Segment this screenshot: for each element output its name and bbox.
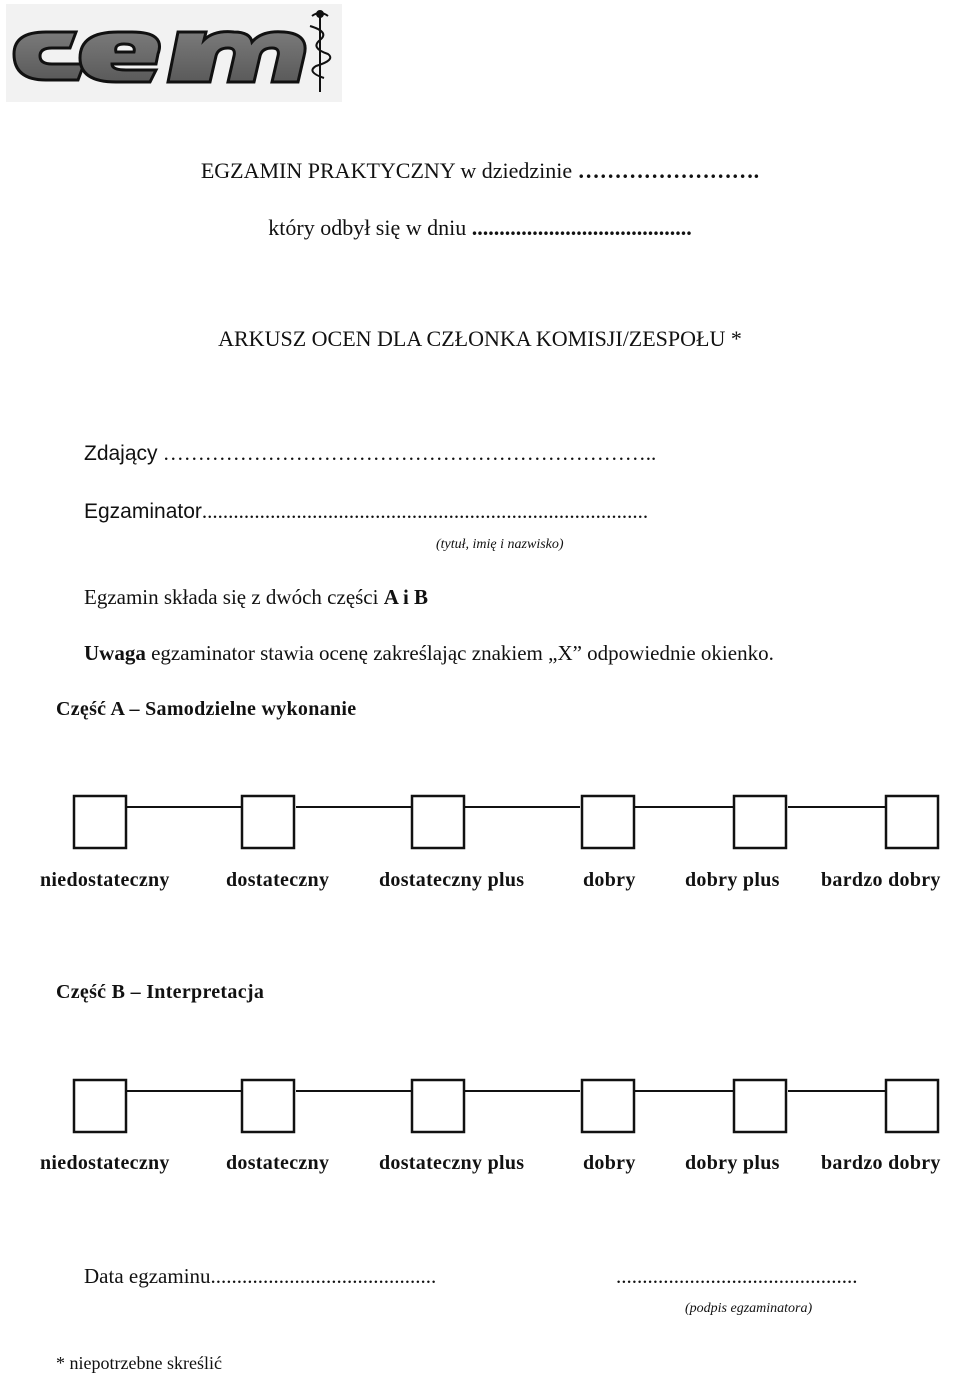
candidate-label: Zdający xyxy=(84,442,158,465)
exam-date-label: Data egzaminu xyxy=(84,1264,211,1288)
grade-label: dostateczny plus xyxy=(379,869,525,891)
grade-label: dobry plus xyxy=(685,869,780,891)
signature-field[interactable]: .............................................. xyxy=(616,1264,858,1288)
footnote: * niepotrzebne skreślić xyxy=(56,1353,222,1373)
grade-label: niedostateczny xyxy=(40,1152,170,1174)
exam-parts-info xyxy=(84,585,428,610)
examiner-dots: ..................................................................................... xyxy=(201,499,649,523)
grade-label: bardzo dobry xyxy=(821,1152,941,1174)
grade-checkbox-dostateczny-plus[interactable] xyxy=(412,796,464,848)
exam-title xyxy=(0,158,960,184)
exam-parts-text: Egzamin składa się z dwóch części xyxy=(84,585,384,609)
exam-date-field[interactable] xyxy=(84,1264,436,1289)
exam-field-dots: ……………………. xyxy=(577,158,760,183)
grade-label: dostateczny xyxy=(226,1152,330,1174)
grade-checkbox-dostateczny[interactable] xyxy=(242,1080,294,1132)
grade-label: dobry xyxy=(583,1152,636,1174)
grade-checkbox-dobry[interactable] xyxy=(582,1080,634,1132)
exam-title-text: EGZAMIN PRAKTYCZNY w dziedzinie xyxy=(200,158,578,183)
sheet-title: ARKUSZ OCEN DLA CZŁONKA KOMISJI/ZESPOŁU * xyxy=(218,326,742,351)
grade-checkbox-niedostateczny[interactable] xyxy=(74,1080,126,1132)
examiner-label: Egzaminator xyxy=(84,500,202,523)
signature-hint: (podpis egzaminatora) xyxy=(685,1301,813,1316)
cem-logo xyxy=(6,4,342,102)
exam-date-text: który odbył się w dniu xyxy=(268,215,472,240)
grade-label: dostateczny plus xyxy=(379,1152,525,1174)
grade-label: dobry plus xyxy=(685,1152,780,1174)
grade-checkbox-bardzo-dobry[interactable] xyxy=(886,1080,938,1132)
exam-date-line xyxy=(0,215,960,241)
part-b-scale xyxy=(0,1076,960,1138)
grade-label: dostateczny xyxy=(226,869,330,891)
logo-graphic xyxy=(6,4,342,102)
part-a-scale xyxy=(0,792,960,854)
grade-checkbox-dobry[interactable] xyxy=(582,796,634,848)
exam-date-dots: ........................................ xyxy=(471,215,692,240)
examiner-hint: (tytuł, imię i nazwisko) xyxy=(436,537,564,552)
grade-checkbox-bardzo-dobry[interactable] xyxy=(886,796,938,848)
exam-parts-bold: A i B xyxy=(383,585,429,609)
exam-date-dots: ........................................... xyxy=(210,1264,437,1288)
grade-label: niedostateczny xyxy=(40,869,170,891)
grade-label: bardzo dobry xyxy=(821,869,941,891)
grade-checkbox-dobry-plus[interactable] xyxy=(734,796,786,848)
part-a-title: Część A – Samodzielne wykonanie xyxy=(56,698,357,720)
note-text: egzaminator stawia ocenę zakreślając znakiem „X” odpowiednie okienko. xyxy=(145,641,774,665)
part-b-title: Część B – Interpretacja xyxy=(56,981,265,1003)
candidate-field[interactable] xyxy=(84,441,656,466)
grade-checkbox-dostateczny[interactable] xyxy=(242,796,294,848)
grade-checkbox-dostateczny-plus[interactable] xyxy=(412,1080,464,1132)
grade-label: dobry xyxy=(583,869,636,891)
note-line xyxy=(84,641,774,666)
examiner-field[interactable] xyxy=(84,499,648,524)
grade-checkbox-dobry-plus[interactable] xyxy=(734,1080,786,1132)
candidate-dots: …………………………………………………………….. xyxy=(157,441,657,465)
grade-checkbox-niedostateczny[interactable] xyxy=(74,796,126,848)
note-bold: Uwaga xyxy=(84,641,146,665)
